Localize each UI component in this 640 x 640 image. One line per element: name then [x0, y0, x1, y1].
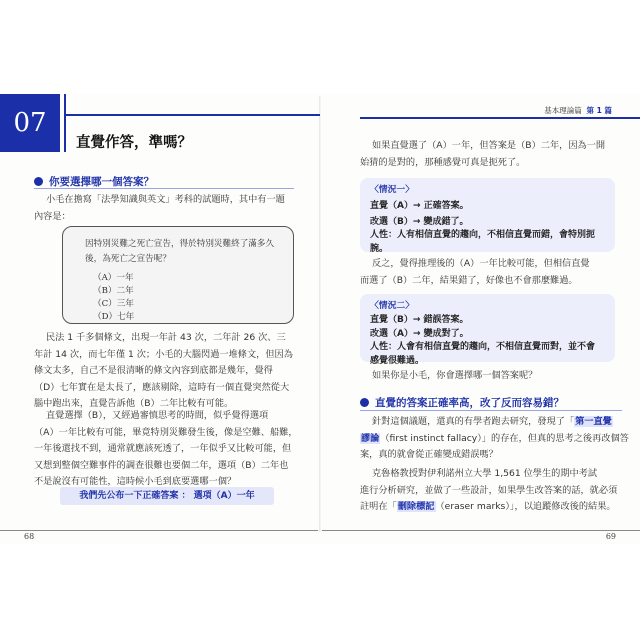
text-line: 如果直覺選了（A）一年，但答案是（B）二年，因為一開	[372, 140, 606, 151]
right-paragraph-5	[360, 466, 622, 516]
right-paragraph-2	[360, 256, 622, 289]
highlighted-term: 刪除標記	[397, 501, 435, 513]
footer-rule-left	[0, 530, 318, 531]
text-line: 案，真的就會從正確變成錯誤嗎？	[360, 449, 498, 461]
text-line: 又想到整個空難事件的調查很難也要個二年，選項（B）二年也	[34, 459, 289, 471]
text-line	[360, 431, 629, 448]
case-row: 直覺（B）→ 錯誤答案。	[370, 315, 469, 325]
chapter-number-box	[0, 94, 60, 152]
highlighted-term: 謬論	[361, 432, 380, 444]
question-box	[62, 226, 294, 324]
case-row: 改選（B）→ 變成錯了。	[370, 217, 469, 227]
text-line: （A）一年比較有可能，畢竟特別災難發生後，像是空難、船難，	[34, 426, 298, 438]
text-line	[360, 414, 622, 431]
running-head-text: 基本理論篇	[544, 106, 582, 115]
chapter-number: 07	[13, 108, 47, 138]
question-options	[93, 272, 134, 324]
text-line: 克魯格教授對伊利諾州立大學 1,561 位學生的期中考試	[372, 468, 598, 479]
chapter-rule-horizontal	[64, 114, 320, 116]
case-human-note	[370, 228, 602, 256]
text-line: 進行分析研究，並做了一些設計，如果學生改答案的話，就必須	[360, 484, 618, 496]
running-head	[544, 105, 612, 116]
text-line: 民法 1 千多個條文，出現一年計 43 次，二年計 26 次、三	[46, 332, 286, 343]
page-number-right: 69	[605, 532, 616, 541]
answer-highlight-bar: 我們先公布一下正確答案 ： 選項（A）一年	[60, 487, 274, 505]
case-human-note	[370, 340, 602, 368]
text-line: 直覺選擇（B），又經過審慎思考的時間，似乎覺得選項	[46, 410, 269, 421]
text-run: （first instinct fallacy）」的存在，但真的思考之後再改個答	[380, 432, 629, 444]
filled-circle-bullet-icon	[34, 177, 43, 186]
text-line	[360, 499, 622, 516]
footer-rule-right	[322, 530, 640, 531]
text-line: 後，為死亡之宣告呢？	[85, 254, 171, 264]
right-paragraph-1	[360, 138, 622, 171]
chapter-rule-vertical	[64, 94, 66, 152]
running-head-rule	[360, 117, 640, 119]
case-human-label: 人性：	[370, 342, 398, 352]
section-heading-1	[34, 174, 154, 189]
right-paragraph-3	[360, 368, 622, 385]
text-line: 條文太多，自己不是很清晰的條文內容到底都是幾年，覺得	[34, 365, 273, 377]
text-line: 始猜的是對的，那種感覺可真是扼死了。	[360, 156, 526, 168]
chapter-title: 直覺作答，準嗎？	[76, 135, 192, 151]
section-heading-2	[360, 395, 564, 410]
case-row: 改選（A）→ 變成對了。	[370, 329, 469, 339]
text-run: （eraser marks）」，以追蹤修改後的結果。	[435, 501, 616, 513]
option-d: （D）七年	[93, 312, 135, 322]
right-paragraph-4	[360, 414, 629, 464]
section-heading-text: 你要選擇哪一個答案？	[49, 176, 154, 188]
text-line: 而選了（B）二年，結果錯了，好像也不會那麼難過。	[360, 274, 578, 286]
case-human-text: 人會有相信直覺的趨向，不相信直覺而對，並不會感覺很難過。	[370, 342, 596, 366]
filled-circle-bullet-icon	[360, 398, 369, 407]
section-rule	[360, 410, 622, 411]
body-paragraph-2	[34, 330, 296, 413]
text-line: 一年後還找不到，通常就應該死透了，一年似乎又比較可能，但	[34, 443, 292, 455]
page-number-left: 68	[24, 532, 35, 541]
text-line: 如果你是小毛，你會選擇哪一個答案呢？	[372, 370, 538, 381]
text-line: 年計 14 次，而七年僅 1 次；小毛的大腦閃過一堆條文，但因為	[34, 348, 293, 360]
running-head-part: 第 1 篇	[586, 106, 612, 115]
option-c: （C）三年	[93, 299, 134, 309]
page-gutter	[319, 96, 321, 532]
section-rule	[34, 188, 294, 189]
intro-paragraph	[34, 192, 294, 225]
case-row: 直覺（A）→ 正確答案。	[370, 201, 469, 211]
text-run: 針對這個議題，還真的有學者跑去研究，發現了「	[372, 416, 575, 427]
case-heading: 〈情況一〉	[370, 185, 414, 195]
text-line: 不是說沒有可能性，這時候小毛到底要選哪一個？	[34, 476, 237, 488]
text-line: 小毛在擔寫「法學知識與英文」考科的試題時，其中有一題	[46, 194, 285, 205]
text-run: 註明在「	[360, 501, 397, 513]
option-b: （B）二年	[93, 286, 134, 296]
case-human-text: 人有相信直覺的趨向，不相信直覺而錯，會特別扼腕。	[370, 230, 596, 254]
case-heading: 〈情況二〉	[370, 301, 414, 311]
option-a: （A）一年	[93, 273, 134, 283]
case-box-1	[360, 178, 615, 252]
text-line: 腦中跑出來，直覺告訴他（B）二年比較有可能。	[34, 398, 234, 410]
text-line: 因特別災難之死亡宣告，得於特別災難終了滿多久	[85, 239, 275, 249]
case-human-label: 人性：	[370, 230, 398, 240]
body-paragraph-3	[34, 408, 296, 491]
section-heading-text: 直覺的答案正確率高，改了反而容易錯？	[375, 397, 564, 409]
highlighted-term: 第一直覺	[575, 416, 612, 427]
text-line: 內容是：	[34, 210, 71, 222]
text-line: 反之，覺得推理後的（A）一年比較可能，但相信直覺	[372, 258, 590, 269]
text-line: （D）七年實在是太長了，應該剔除，這時有一個直覺突然從大	[34, 381, 290, 393]
question-text	[85, 237, 285, 267]
case-box-2	[360, 294, 615, 366]
